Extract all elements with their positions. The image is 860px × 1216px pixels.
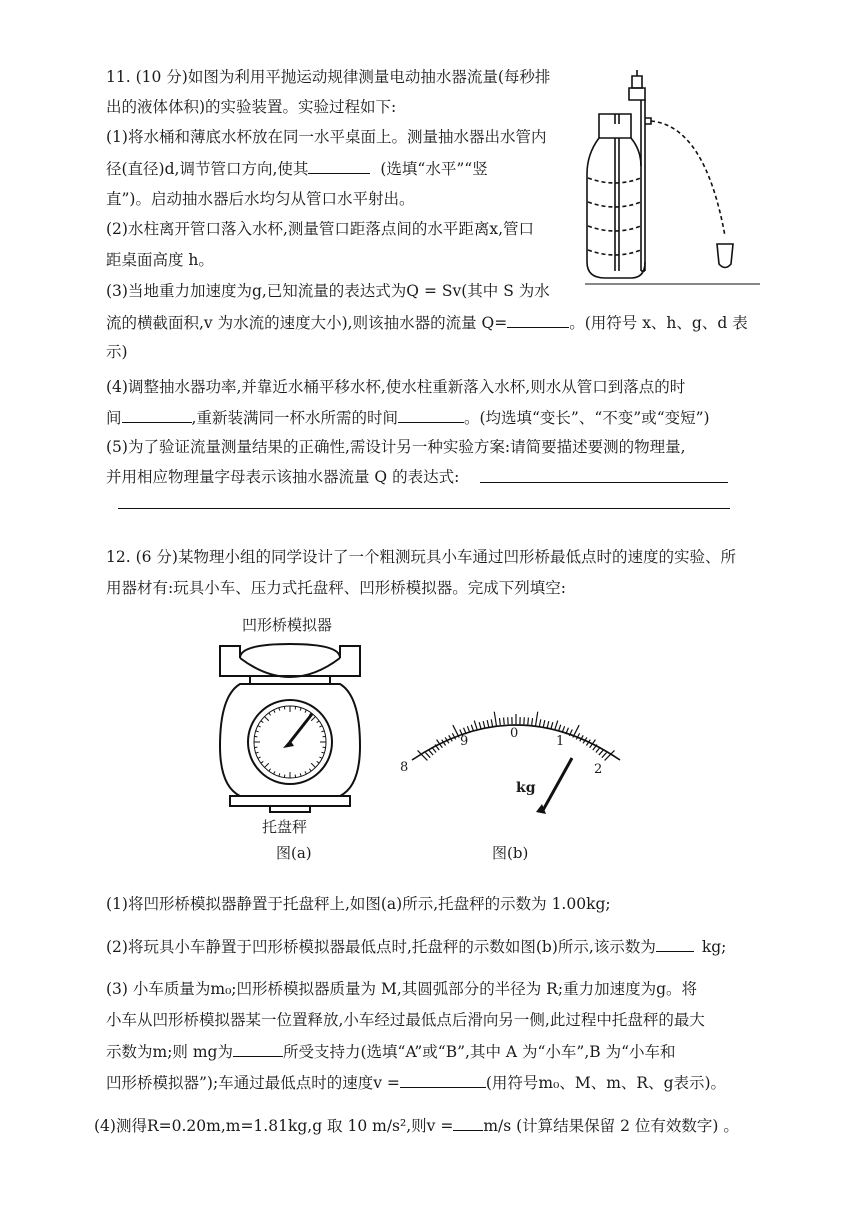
- q11-line-4-text: 径(直径)d,调节管口方向,使其: [106, 160, 309, 178]
- q11-line-14: 并用相应物理量字母表示该抽水器流量 Q 的表达式:: [106, 468, 460, 486]
- q11-line-5: 直”)。启动抽水器后水均匀从管口水平射出。: [106, 190, 415, 208]
- q11-line-7: 距桌面高度 h。: [106, 251, 214, 269]
- tray-scale-figure: [210, 636, 370, 820]
- q12-item-3-line-2: 小车从凹形桥模拟器某一位置释放,小车经过最低点后滑向另一侧,此过程中托盘秤的最大: [106, 1011, 705, 1029]
- q11-line-2: 出的液体体积)的实验装置。实验过程如下:: [106, 98, 397, 116]
- q12-item-2-text: (2)将玩具小车静置于凹形桥模拟器最低点时,托盘秤的示数如图(b)所示,该示数为: [106, 938, 656, 956]
- q12-item-2-tail: kg;: [701, 938, 727, 956]
- dial-tick-label-2: 2: [594, 762, 603, 777]
- answer-blank-ab[interactable]: [233, 1040, 283, 1057]
- q11-line-4-tail: (选填“水平”“竖: [380, 160, 488, 178]
- dial-tick-label-1: 1: [556, 734, 565, 749]
- q12-item-3-line-4-text: 凹形桥模拟器”);车通过最低点时的速度v =: [106, 1074, 400, 1092]
- q11-line-12-text: 间: [106, 409, 122, 427]
- q11-line-9-tail: 。(用符号 x、h、g、d 表: [569, 314, 748, 332]
- pump-apparatus-figure: [585, 66, 760, 296]
- answer-blank-velocity-value[interactable]: [453, 1114, 483, 1131]
- dial-tick-label-0: 0: [510, 726, 519, 741]
- q11-line-12: [106, 406, 710, 429]
- figure-a-top-label: 凹形桥模拟器: [242, 616, 333, 634]
- q11-line-8: (3)当地重力加速度为g,已知流量的表达式为Q = Sv(其中 S 为水: [106, 282, 550, 300]
- q12-item-4-text: (4)测得R=0.20m,m=1.81kg,g 取 10 m/s²,则v =: [94, 1117, 454, 1135]
- q12-item-3-line-4: [106, 1071, 726, 1094]
- figure-b-caption: 图(b): [492, 844, 529, 862]
- q12-item-4-tail: m/s (计算结果保留 2 位有效数字) 。: [483, 1117, 739, 1135]
- answer-line-extra[interactable]: [118, 508, 730, 509]
- q11-line-12-mid: ,重新装满同一杯水所需的时间: [191, 409, 398, 427]
- q12-line-2: 用器材有:玩具小车、压力式托盘秤、凹形桥模拟器。完成下列填空:: [106, 579, 566, 597]
- figure-a-caption: 图(a): [276, 844, 312, 862]
- q12-item-3-line-3-text: 示数为m;则 mg为: [106, 1043, 233, 1061]
- q11-line-9-text: 流的横截面积,v 为水流的速度大小),则该抽水器的流量 Q=: [106, 314, 508, 332]
- q11-line-6: (2)水柱离开管口落入水杯,测量管口距落点间的水平距离x,管口: [106, 220, 535, 238]
- q11-line-10: 示): [106, 343, 128, 361]
- q11-line-9: [106, 311, 748, 334]
- dial-tick-label-8: 8: [400, 760, 409, 775]
- q12-item-3-line-1: (3) 小车质量为m₀;凹形桥模拟器质量为 M,其圆弧部分的半径为 R;重力加速度为g。将: [106, 980, 697, 998]
- q12-line-1: 12. (6 分)某物理小组的同学设计了一个粗测玩具小车通过凹形桥最低点时的速度的实验、所: [106, 548, 736, 566]
- q11-line-12-tail: 。(均选填“变长”、“不变”或“变短”): [463, 409, 710, 427]
- dial-unit-label: kg: [516, 780, 536, 796]
- dial-tick-label-9: 9: [460, 734, 469, 749]
- answer-blank-velocity-expr[interactable]: [400, 1071, 486, 1088]
- figure-a-bottom-label: 托盘秤: [262, 818, 308, 836]
- answer-blank-direction[interactable]: [308, 157, 370, 174]
- answer-blank-time[interactable]: [122, 406, 192, 423]
- q12-item-3-line-3-tail: 所受支持力(选填“A”或“B”,其中 A 为“小车”,B 为“小车和: [282, 1043, 676, 1061]
- answer-blank-expression[interactable]: [480, 482, 728, 483]
- q12-item-2: [106, 935, 726, 958]
- q11-line-13: (5)为了验证流量测量结果的正确性,需设计另一种实验方案:请简要描述要测的物理量,: [106, 438, 686, 456]
- q11-line-1: 11. (10 分)如图为利用平抛运动规律测量电动抽水器流量(每秒排: [106, 68, 551, 86]
- answer-blank-refill-time[interactable]: [398, 406, 464, 423]
- q12-item-1: (1)将凹形桥模拟器静置于托盘秤上,如图(a)所示,托盘秤的示数为 1.00kg;: [106, 895, 611, 913]
- q12-item-4: [94, 1114, 739, 1137]
- q11-line-4: [106, 157, 488, 180]
- q11-line-3: (1)将水桶和薄底水杯放在同一水平桌面上。测量抽水器出水管内: [106, 128, 547, 146]
- q12-item-3-line-3: [106, 1040, 676, 1063]
- answer-blank-flow[interactable]: [507, 311, 569, 328]
- answer-blank-reading[interactable]: [656, 935, 694, 952]
- q12-item-3-line-4-tail: (用符号m₀、M、m、R、g表示)。: [485, 1074, 727, 1092]
- q11-line-11: (4)调整抽水器功率,并靠近水桶平移水杯,使水柱重新落入水杯,则水从管口到落点的时: [106, 378, 686, 396]
